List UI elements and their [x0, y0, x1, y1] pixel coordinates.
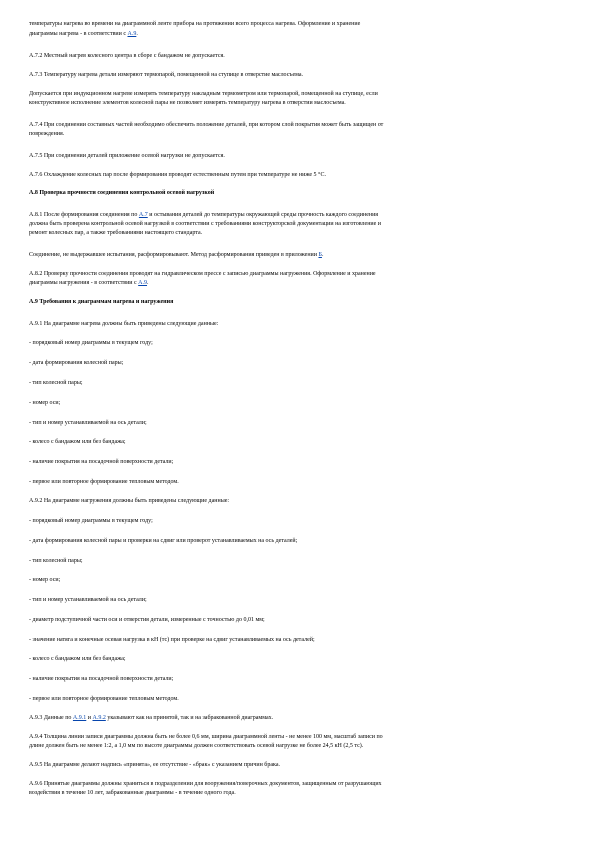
- cross-reference-link[interactable]: А.9.2: [92, 715, 106, 721]
- text-line: А.9.2 На диаграмме нагружения должны быть приведены следующие данные:: [29, 498, 230, 504]
- list-item: - первое или повторное формирование тепловым методом.: [29, 479, 179, 485]
- text-line: ремонт колесных пар, а также требованиями настоящего стандарта.: [29, 230, 203, 236]
- text-line: диаграммы нагрева - в соответствии с А.9.: [29, 31, 138, 37]
- text-line: конструктивное исполнение элементов колесной пары не позволяет измерять температуру нагрева в отверстии маслосъема.: [29, 100, 346, 106]
- text-line: Соединение, не выдержавшее испытания, расформировывают. Метод расформирования приведен в приложении Б.: [29, 252, 324, 258]
- text-line: А.9.1 На диаграмме нагрева должны быть приведены следующие данные:: [29, 321, 219, 327]
- list-item: - номер оси;: [29, 400, 61, 406]
- text-line: воздействия в течение 10 лет, забракованные диаграммы - в течение одного года.: [29, 790, 236, 796]
- text-line: А.9.3 Данные по А.9.1 и А.9.2 указывают как на принятой, так и на забракованной диаграммах.: [29, 715, 274, 721]
- list-item: - тип и номер устанавливаемой на ось детали;: [29, 420, 147, 426]
- list-item: - наличие покрытия на посадочной поверхности детали;: [29, 676, 174, 682]
- text-line: повреждения.: [29, 131, 65, 137]
- text-line: А.7.5 При соединении деталей приложение осевой нагрузки не допускается.: [29, 153, 225, 159]
- text-line: должна быть проверена контрольной осевой нагрузкой в соответствии с требованиями конструкторской документации на изготовление и: [29, 221, 382, 227]
- section-heading: А.8 Проверка прочности соединения контрольной осевой нагрузкой: [29, 190, 215, 196]
- list-item: - колесо с бандажом или без бандажа;: [29, 656, 126, 662]
- list-item: - тип и номер устанавливаемой на ось детали;: [29, 597, 147, 603]
- list-item: - дата формирования колесной пары;: [29, 360, 124, 366]
- list-item: - тип колесной пары;: [29, 558, 83, 564]
- text-line: Допускается при индукционном нагреве измерять температуру накладным термометром или термопарой, помещенной на ступице, если: [29, 91, 378, 97]
- text-line: А.9.6 Принятые диаграммы должны храниться в подразделении для вооружения/поверочных документов, защищенным от разрушающих: [29, 781, 382, 787]
- text-line: А.7.3 Температуру нагрева детали измеряют термопарой, помещенной на ступице в отверстие маслосъема.: [29, 72, 304, 78]
- text-line: А.7.6 Охлаждение колесных пар после формирования проводят естественным путем при температуре не ниже 5 °С.: [29, 172, 326, 178]
- text-line: А.7.4 При соединении составных частей необходимо обеспечить положение деталей, при котором слой покрытия может быть защищен от: [29, 122, 384, 128]
- appendix-link[interactable]: Б: [318, 252, 322, 258]
- text-line: А.9.4 Толщина линии записи диаграммы должна быть не более 0,6 мм, ширина диаграммной ленты - не менее 100 мм, масштаб записи по: [29, 734, 383, 740]
- cross-reference-link[interactable]: А.9: [127, 31, 137, 37]
- text-line: А.9.5 На диаграмме делают надпись «принята», ее отсутствие - «брак» с указанием причин брака.: [29, 762, 281, 768]
- list-item: - диаметр подступичной части оси и отверстия детали, измеренные с точностью до 0,01 мм;: [29, 617, 265, 623]
- list-item: - тип колесной пары;: [29, 380, 83, 386]
- list-item: - порядковый номер диаграммы в текущем году;: [29, 340, 153, 346]
- list-item: - значение натяга и конечные осевая нагрузка в кН (тс) при проверке на сдвиг устанавливаемых на ось деталей;: [29, 637, 315, 643]
- list-item: - колесо с бандажом или без бандажа;: [29, 439, 126, 445]
- cross-reference-link[interactable]: А.9.1: [72, 715, 87, 721]
- text-line: температуры нагрева во времени на диаграммной ленте прибора на протяжении всего процесса нагрева. Оформление и хранение: [29, 21, 361, 27]
- list-item: - наличие покрытия на посадочной поверхности детали;: [29, 459, 174, 465]
- cross-reference-link[interactable]: А.7: [138, 212, 148, 218]
- list-item: - первое или повторное формирование тепловым методом.: [29, 696, 179, 702]
- section-heading: А.9 Требования к диаграммам нагрева и нагружения: [29, 299, 174, 305]
- cross-reference-link[interactable]: А.9: [138, 280, 148, 286]
- text-line: длине должен быть не менее 1:2, а 1,0 мм по высоте диаграммы должен соответствовать осевой нагрузке не более 24,5 кН (2,5 тс).: [29, 743, 364, 749]
- text-line: А.8.1 После формирования соединения по А.7 и остывания деталей до температуры окружающей среды прочность каждого соединения: [29, 212, 379, 218]
- list-item: - номер оси;: [29, 577, 61, 583]
- text-line: А.7.2 Местный нагрев колесного центра в сборе с бандажом не допускается.: [29, 53, 225, 59]
- list-item: - дата формирования колесной пары и проверки на сдвиг или проверот устанавливаемых на ось деталей;: [29, 538, 298, 544]
- text-line: диаграммы нагружения - в соответствии с А.9.: [29, 280, 149, 286]
- text-line: А.8.2 Проверку прочности соединения проводят на гидравлическом прессе с записью диаграммы нагружения. Оформление и хранение: [29, 271, 376, 277]
- list-item: - порядковый номер диаграммы в текущем году;: [29, 518, 153, 524]
